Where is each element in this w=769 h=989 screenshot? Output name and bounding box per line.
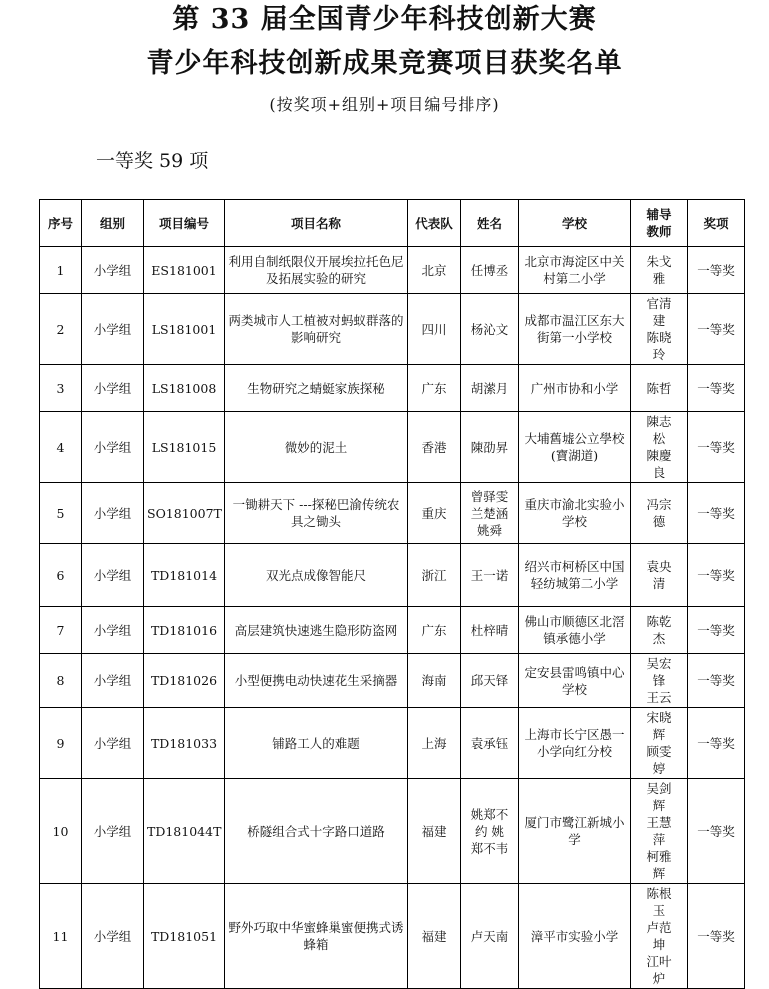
- tutor-name: 官清建 陈晓玲: [631, 294, 688, 365]
- project-code: TD181033: [144, 708, 225, 779]
- project-code: TD181044T: [144, 779, 225, 884]
- project-code: ES181001: [144, 247, 225, 294]
- team-cell: 广东: [408, 365, 461, 412]
- header-cell: 代表队: [408, 200, 461, 247]
- group-cell: 小学组: [82, 654, 144, 708]
- group-cell: 小学组: [82, 247, 144, 294]
- header-cell: 辅导教师: [631, 200, 688, 247]
- student-name: 邱天铎: [461, 654, 519, 708]
- student-name: 卢天南: [461, 884, 519, 989]
- award-cell: 一等奖: [688, 884, 745, 989]
- row-number: 1: [40, 247, 82, 294]
- school-name: 上海市长宁区愚一小学向红分校: [519, 708, 631, 779]
- table-row: [40, 544, 745, 607]
- tutor-name: 吴宏锋 王云: [631, 654, 688, 708]
- team-cell: 海南: [408, 654, 461, 708]
- header-cell: 项目名称: [225, 200, 408, 247]
- project-name: 小型便携电动快速花生采摘器: [225, 654, 408, 708]
- header-cell: 组别: [82, 200, 144, 247]
- table-row: [40, 779, 745, 884]
- group-cell: 小学组: [82, 779, 144, 884]
- row-number: 6: [40, 544, 82, 607]
- header-cell: 学校: [519, 200, 631, 247]
- team-cell: 重庆: [408, 483, 461, 544]
- tutor-name: 陈哲: [631, 365, 688, 412]
- table-row: [40, 247, 745, 294]
- school-name: 厦门市鹭江新城小学: [519, 779, 631, 884]
- document-title-line1: 第 33 届全国青少年科技创新大赛: [172, 4, 597, 35]
- school-name: 佛山市顺德区北滘镇承德小学: [519, 607, 631, 654]
- student-name: 任博丞: [461, 247, 519, 294]
- group-cell: 小学组: [82, 607, 144, 654]
- table-row: [40, 412, 745, 483]
- project-code: SO181007T: [144, 483, 225, 544]
- project-name: 一锄耕天下 ---探秘巴渝传统农具之锄头: [225, 483, 408, 544]
- award-cell: 一等奖: [688, 247, 745, 294]
- project-code: LS181008: [144, 365, 225, 412]
- awards-table: [39, 199, 745, 989]
- group-cell: 小学组: [82, 884, 144, 989]
- award-cell: 一等奖: [688, 607, 745, 654]
- team-cell: 福建: [408, 779, 461, 884]
- project-name: 生物研究之蜻蜓家族探秘: [225, 365, 408, 412]
- tutor-name: 陈乾杰: [631, 607, 688, 654]
- student-name: 袁承钰: [461, 708, 519, 779]
- school-name: 成都市温江区东大街第一小学校: [519, 294, 631, 365]
- table-row: [40, 654, 745, 708]
- header-cell: 姓名: [461, 200, 519, 247]
- project-code: TD181014: [144, 544, 225, 607]
- row-number: 2: [40, 294, 82, 365]
- award-cell: 一等奖: [688, 294, 745, 365]
- tutor-name: 冯宗德: [631, 483, 688, 544]
- student-name: 曾驿雯 兰楚涵 姚舜: [461, 483, 519, 544]
- header-cell: 项目编号: [144, 200, 225, 247]
- project-code: TD181026: [144, 654, 225, 708]
- team-cell: 四川: [408, 294, 461, 365]
- award-cell: 一等奖: [688, 412, 745, 483]
- project-name: 高层建筑快速逃生隐形防盗网: [225, 607, 408, 654]
- project-code: LS181001: [144, 294, 225, 365]
- document-title-line2: 青少年科技创新成果竞赛项目获奖名单: [146, 48, 623, 79]
- group-cell: 小学组: [82, 365, 144, 412]
- row-number: 5: [40, 483, 82, 544]
- student-name: 姚郑不约 姚郑不韦: [461, 779, 519, 884]
- award-cell: 一等奖: [688, 365, 745, 412]
- header-cell: 奖项: [688, 200, 745, 247]
- project-code: TD181016: [144, 607, 225, 654]
- group-cell: 小学组: [82, 544, 144, 607]
- section-heading: 一等奖 59 项: [96, 150, 209, 172]
- group-cell: 小学组: [82, 708, 144, 779]
- tutor-name: 陳志松 陳慶良: [631, 412, 688, 483]
- award-cell: 一等奖: [688, 708, 745, 779]
- group-cell: 小学组: [82, 294, 144, 365]
- award-cell: 一等奖: [688, 544, 745, 607]
- project-name: 利用自制纸限仪开展埃拉托色尼及拓展实验的研究: [225, 247, 408, 294]
- row-number: 8: [40, 654, 82, 708]
- project-name: 铺路工人的难题: [225, 708, 408, 779]
- group-cell: 小学组: [82, 483, 144, 544]
- sorting-note: (按奖项+组别+项目编号排序): [269, 95, 500, 114]
- row-number: 9: [40, 708, 82, 779]
- group-cell: 小学组: [82, 412, 144, 483]
- award-cell: 一等奖: [688, 779, 745, 884]
- team-cell: 浙江: [408, 544, 461, 607]
- row-number: 3: [40, 365, 82, 412]
- student-name: 杨沁文: [461, 294, 519, 365]
- award-cell: 一等奖: [688, 654, 745, 708]
- row-number: 10: [40, 779, 82, 884]
- school-name: 绍兴市柯桥区中国轻纺城第二小学: [519, 544, 631, 607]
- team-cell: 福建: [408, 884, 461, 989]
- team-cell: 广东: [408, 607, 461, 654]
- school-name: 广州市协和小学: [519, 365, 631, 412]
- header-cell: 序号: [40, 200, 82, 247]
- award-cell: 一等奖: [688, 483, 745, 544]
- table-row: [40, 365, 745, 412]
- tutor-name: 吴剑辉 王慧萍 柯雅辉: [631, 779, 688, 884]
- table-row: [40, 708, 745, 779]
- table-header-row: [40, 200, 745, 247]
- school-name: 北京市海淀区中关村第二小学: [519, 247, 631, 294]
- project-name: 双光点成像智能尺: [225, 544, 408, 607]
- school-name: 定安县雷鸣镇中心学校: [519, 654, 631, 708]
- team-cell: 香港: [408, 412, 461, 483]
- row-number: 7: [40, 607, 82, 654]
- project-code: LS181015: [144, 412, 225, 483]
- table-row: [40, 483, 745, 544]
- school-name: 漳平市实验小学: [519, 884, 631, 989]
- tutor-name: 袁央清: [631, 544, 688, 607]
- table-row: [40, 884, 745, 989]
- tutor-name: 陈根玉 卢范坤 江叶炉: [631, 884, 688, 989]
- project-code: TD181051: [144, 884, 225, 989]
- table-body: [40, 247, 745, 989]
- student-name: 陳劭昇: [461, 412, 519, 483]
- project-name: 桥隧组合式十字路口道路: [225, 779, 408, 884]
- team-cell: 上海: [408, 708, 461, 779]
- student-name: 胡潆月: [461, 365, 519, 412]
- school-name: 重庆市渝北实验小学校: [519, 483, 631, 544]
- table-row: [40, 294, 745, 365]
- project-name: 两类城市人工植被对蚂蚁群落的影响研究: [225, 294, 408, 365]
- row-number: 11: [40, 884, 82, 989]
- student-name: 杜梓晴: [461, 607, 519, 654]
- project-name: 微妙的泥土: [225, 412, 408, 483]
- project-name: 野外巧取中华蜜蜂巢蜜便携式诱蜂箱: [225, 884, 408, 989]
- tutor-name: 宋晓辉 顾雯婷: [631, 708, 688, 779]
- student-name: 王一诺: [461, 544, 519, 607]
- school-name: 大埔舊墟公立學校(寶湖道): [519, 412, 631, 483]
- team-cell: 北京: [408, 247, 461, 294]
- row-number: 4: [40, 412, 82, 483]
- table-row: [40, 607, 745, 654]
- tutor-name: 朱戈雅: [631, 247, 688, 294]
